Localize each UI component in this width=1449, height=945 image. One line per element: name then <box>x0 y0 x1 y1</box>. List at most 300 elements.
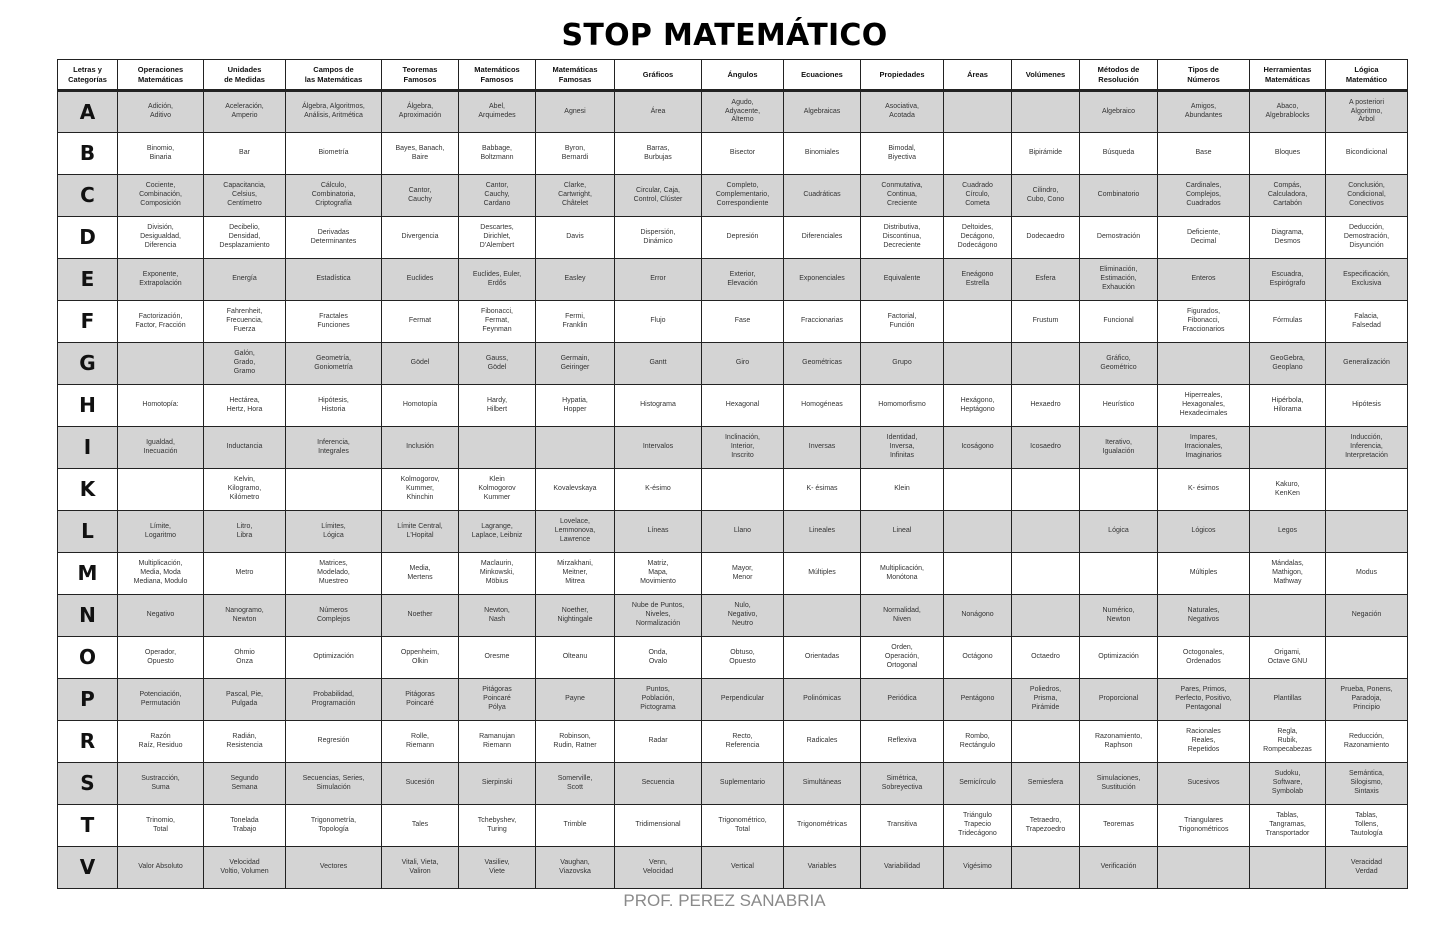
table-cell: Cardinales, Complejos, Cuadrados <box>1158 175 1250 217</box>
table-cell: Exponente, Extrapolación <box>118 259 204 301</box>
table-cell: Nulo, Negativo, Neutro <box>702 595 784 637</box>
table-cell: GeoGebra, Geoplano <box>1250 343 1326 385</box>
table-cell: Octaedro <box>1012 637 1080 679</box>
table-cell: Conmutativa, Continua, Creciente <box>861 175 944 217</box>
table-cell: Generalización <box>1326 343 1408 385</box>
table-cell: Homomorfismo <box>861 385 944 427</box>
row-letter: D <box>58 217 118 259</box>
table-cell: Agnesi <box>536 91 615 133</box>
table-cell: Bar <box>204 133 286 175</box>
table-cell: Klein <box>861 469 944 511</box>
column-header: Ángulos <box>702 60 784 91</box>
table-cell: Ohmio Onza <box>204 637 286 679</box>
table-cell: Especificación, Exclusiva <box>1326 259 1408 301</box>
table-cell: Pitágoras Poincaré <box>382 679 459 721</box>
row-letter: F <box>58 301 118 343</box>
table-cell: División, Desigualdad, Diferencia <box>118 217 204 259</box>
table-cell: Barras, Burbujas <box>615 133 702 175</box>
table-cell: Tales <box>382 805 459 847</box>
table-cell: Circular, Caja, Control, Clúster <box>615 175 702 217</box>
table-cell: Polinómicas <box>784 679 861 721</box>
table-cell: Hipótesis <box>1326 385 1408 427</box>
row-letter: V <box>58 847 118 889</box>
table-cell: Transitiva <box>861 805 944 847</box>
table-cell: Vitali, Vieta, Valiron <box>382 847 459 889</box>
table-cell: Orden, Operación, Ortogonal <box>861 637 944 679</box>
table-cell: Media, Mertens <box>382 553 459 595</box>
table-cell: Factorización, Factor, Fracción <box>118 301 204 343</box>
table-cell: Agudo, Adyacente, Alterno <box>702 91 784 133</box>
table-row <box>58 469 1408 511</box>
table-cell: Geométricas <box>784 343 861 385</box>
table-cell: Radián, Resistencia <box>204 721 286 763</box>
table-cell: Rombo, Rectángulo <box>944 721 1012 763</box>
table-cell <box>1326 637 1408 679</box>
table-cell: Radicales <box>784 721 861 763</box>
table-cell: Optimización <box>1080 637 1158 679</box>
table-cell: Completo, Complementario, Correspondiente <box>702 175 784 217</box>
table-cell: Exponenciales <box>784 259 861 301</box>
table-cell: Vectores <box>286 847 382 889</box>
table-row <box>58 343 1408 385</box>
table-cell: Error <box>615 259 702 301</box>
table-cell: Álgebra, Algoritmos, Análisis, Aritmética <box>286 91 382 133</box>
table-cell: Razón Raíz, Residuo <box>118 721 204 763</box>
table-cell: Sustracción, Suma <box>118 763 204 805</box>
table-cell: Búsqueda <box>1080 133 1158 175</box>
column-header: Tipos de Números <box>1158 60 1250 91</box>
table-cell: Regla, Rubik, Rompecabezas <box>1250 721 1326 763</box>
table-cell: Klein Kolmogorov Kummer <box>459 469 536 511</box>
table-cell: Variabilidad <box>861 847 944 889</box>
table-row <box>58 511 1408 553</box>
column-header: Gráficos <box>615 60 702 91</box>
table-cell: K- ésimas <box>784 469 861 511</box>
table-row <box>58 427 1408 469</box>
table-cell: Eliminación, Estimación, Exhaución <box>1080 259 1158 301</box>
table-cell: Suplementario <box>702 763 784 805</box>
table-cell: Inclinación, Interior, Inscrito <box>702 427 784 469</box>
table-cell: Operador, Opuesto <box>118 637 204 679</box>
table-cell: Puntos, Población, Pictograma <box>615 679 702 721</box>
table-cell: Newton, Nash <box>459 595 536 637</box>
table-cell: Inductancia <box>204 427 286 469</box>
row-letter: B <box>58 133 118 175</box>
table-cell: Bloques <box>1250 133 1326 175</box>
table-cell: Estadística <box>286 259 382 301</box>
table-cell <box>1250 595 1326 637</box>
table-cell <box>944 511 1012 553</box>
row-letter: M <box>58 553 118 595</box>
table-cell: Abaco, Algebrablocks <box>1250 91 1326 133</box>
table-cell: Demostración <box>1080 217 1158 259</box>
table-cell: Metro <box>204 553 286 595</box>
table-cell: Compás, Calculadora, Cartabón <box>1250 175 1326 217</box>
table-cell: Nanogramo, Newton <box>204 595 286 637</box>
table-cell: Trigonométricas <box>784 805 861 847</box>
table-row <box>58 763 1408 805</box>
table-cell: Intervalos <box>615 427 702 469</box>
table-cell: Figurados, Fibonacci, Fraccionarios <box>1158 301 1250 343</box>
table-cell: Hexaedro <box>1012 385 1080 427</box>
table-cell <box>1158 343 1250 385</box>
table-cell: Llano <box>702 511 784 553</box>
table-cell: Tablas, Tangramas, Transportador <box>1250 805 1326 847</box>
table-cell: K-ésimo <box>615 469 702 511</box>
table-cell: Falacia, Falsedad <box>1326 301 1408 343</box>
row-letter: K <box>58 469 118 511</box>
table-cell: Fractales Funciones <box>286 301 382 343</box>
table-cell: Flujo <box>615 301 702 343</box>
table-cell: Distributiva, Discontinua, Decreciente <box>861 217 944 259</box>
table-cell: Identidad, Inversa, Infinitas <box>861 427 944 469</box>
table-cell: Límites, Lógica <box>286 511 382 553</box>
table-cell: Álgebra, Aproximación <box>382 91 459 133</box>
table-cell: Fórmulas <box>1250 301 1326 343</box>
table-cell: Biometría <box>286 133 382 175</box>
table-cell: Numérico, Newton <box>1080 595 1158 637</box>
table-cell: Reflexiva <box>861 721 944 763</box>
table-cell: Lineal <box>861 511 944 553</box>
table-cell: Octágono <box>944 637 1012 679</box>
table-cell: Byron, Bernardi <box>536 133 615 175</box>
table-cell: Pascal, Pie, Pulgada <box>204 679 286 721</box>
table-body <box>58 91 1408 889</box>
table-cell <box>1012 343 1080 385</box>
table-cell: Binomio, Binaria <box>118 133 204 175</box>
table-cell <box>1080 553 1158 595</box>
table-cell <box>1012 91 1080 133</box>
table-cell: Diferenciales <box>784 217 861 259</box>
table-cell: Negativo <box>118 595 204 637</box>
table-cell: Sucesivos <box>1158 763 1250 805</box>
table-cell: Base <box>1158 133 1250 175</box>
table-cell: Triangulares Trigonométricos <box>1158 805 1250 847</box>
table-cell: Euclides <box>382 259 459 301</box>
table-cell <box>1012 553 1080 595</box>
table-cell: Poliedros, Prisma, Pirámide <box>1012 679 1080 721</box>
column-header: Ecuaciones <box>784 60 861 91</box>
table-cell: Vigésimo <box>944 847 1012 889</box>
table-cell: Algebraicas <box>784 91 861 133</box>
row-letter: C <box>58 175 118 217</box>
column-header: Volúmenes <box>1012 60 1080 91</box>
table-cell: Vasiliev, Viete <box>459 847 536 889</box>
table-cell: Deducción, Demostración, Disyunción <box>1326 217 1408 259</box>
table-cell: Dispersión, Dinámico <box>615 217 702 259</box>
column-header: Letras y Categorías <box>58 60 118 91</box>
table-cell: Esfera <box>1012 259 1080 301</box>
table-cell: Pentágono <box>944 679 1012 721</box>
table-cell: Dodecaedro <box>1012 217 1080 259</box>
table-cell: Olteanu <box>536 637 615 679</box>
table-cell: Cilindro, Cubo, Cono <box>1012 175 1080 217</box>
table-cell: Origami, Octave GNU <box>1250 637 1326 679</box>
table-cell: Eneágono Estrella <box>944 259 1012 301</box>
row-letter: R <box>58 721 118 763</box>
table-cell: Equivalente <box>861 259 944 301</box>
table-cell: Sucesión <box>382 763 459 805</box>
table-cell: Hardy, Hilbert <box>459 385 536 427</box>
table-cell: Matrices, Modelado, Muestreo <box>286 553 382 595</box>
table-cell <box>784 595 861 637</box>
table-cell: Heurístico <box>1080 385 1158 427</box>
table-cell: Impares, Irracionales, Imaginarios <box>1158 427 1250 469</box>
table-cell: Adición, Aditivo <box>118 91 204 133</box>
table-cell: Frustum <box>1012 301 1080 343</box>
table-cell: Asociativa, Acotada <box>861 91 944 133</box>
table-cell: Icosaedro <box>1012 427 1080 469</box>
table-cell: Obtuso, Opuesto <box>702 637 784 679</box>
table-cell: Plantillas <box>1250 679 1326 721</box>
table-cell: Davis <box>536 217 615 259</box>
table-cell <box>118 469 204 511</box>
table-cell: Aceleración, Amperio <box>204 91 286 133</box>
table-cell: Germain, Geiringer <box>536 343 615 385</box>
table-cell <box>944 301 1012 343</box>
table-cell: Hipérbola, Hilorama <box>1250 385 1326 427</box>
table-cell: Inducción, Inferencia, Interpretación <box>1326 427 1408 469</box>
table-cell: Naturales, Negativos <box>1158 595 1250 637</box>
table-cell: Payne <box>536 679 615 721</box>
table-cell: Cociente, Combinación, Composición <box>118 175 204 217</box>
table-cell <box>1012 469 1080 511</box>
table-cell: Prueba, Ponens, Paradoja, Principio <box>1326 679 1408 721</box>
table-cell <box>1158 847 1250 889</box>
column-header: Lógica Matemático <box>1326 60 1408 91</box>
table-cell <box>1326 469 1408 511</box>
table-cell: Somerville, Scott <box>536 763 615 805</box>
table-cell: Ramanujan Riemann <box>459 721 536 763</box>
table-cell: Exterior, Elevación <box>702 259 784 301</box>
table-cell: Cálculo, Combinatoria, Criptografía <box>286 175 382 217</box>
table-cell: Geometría, Goniometría <box>286 343 382 385</box>
table-cell: Negación <box>1326 595 1408 637</box>
table-cell: Cuadrado Círculo, Cometa <box>944 175 1012 217</box>
row-letter: H <box>58 385 118 427</box>
table-cell: Tchebyshev, Turing <box>459 805 536 847</box>
table-cell: Deficiente, Decimal <box>1158 217 1250 259</box>
table-cell: Babbage, Boltzmann <box>459 133 536 175</box>
table-cell: Clarke, Cartwright, Châtelet <box>536 175 615 217</box>
table-cell <box>1326 511 1408 553</box>
table-cell: Lovelace, Lemmonova, Lawrence <box>536 511 615 553</box>
table-cell: Matriz, Mapa, Movimiento <box>615 553 702 595</box>
table-cell: Trigonométrico, Total <box>702 805 784 847</box>
table-cell: Lógica <box>1080 511 1158 553</box>
table-cell: Sudoku, Software, Symbolab <box>1250 763 1326 805</box>
table-cell: Gödel <box>382 343 459 385</box>
table-cell: Fraccionarias <box>784 301 861 343</box>
table-row <box>58 217 1408 259</box>
table-cell <box>536 427 615 469</box>
table-cell: Cantor, Cauchy <box>382 175 459 217</box>
table-cell: Vertical <box>702 847 784 889</box>
row-letter: N <box>58 595 118 637</box>
table-cell: Descartes, Dirichlet, D'Alembert <box>459 217 536 259</box>
header-row <box>58 60 1408 91</box>
table-cell: Venn, Velocidad <box>615 847 702 889</box>
table-cell: Fermat <box>382 301 459 343</box>
row-letter: P <box>58 679 118 721</box>
table-cell: Valor Absoluto <box>118 847 204 889</box>
row-letter: A <box>58 91 118 133</box>
table-cell: Mirzakhani, Meitner, Mitrea <box>536 553 615 595</box>
table-cell: Mándalas, Mathigon, Mathway <box>1250 553 1326 595</box>
table-cell: Regresión <box>286 721 382 763</box>
table-cell: Octogonales, Ordenados <box>1158 637 1250 679</box>
footer-credit: PROF. PEREZ SANABRIA <box>623 891 826 910</box>
table-cell: Gauss, Gödel <box>459 343 536 385</box>
table-cell: Oppenheim, Olkin <box>382 637 459 679</box>
table-cell: Amigos, Abundantes <box>1158 91 1250 133</box>
table-row <box>58 301 1408 343</box>
table-cell: Lineales <box>784 511 861 553</box>
table-cell: Escuadra, Espirógrafo <box>1250 259 1326 301</box>
table-cell: Binomiales <box>784 133 861 175</box>
table-cell: A posteriori Algoritmo, Árbol <box>1326 91 1408 133</box>
page-title: STOP MATEMÁTICO <box>561 18 888 53</box>
table-cell: Inversas <box>784 427 861 469</box>
table-cell: Pitágoras Poincaré Pólya <box>459 679 536 721</box>
table-cell: Secuencias, Series, Simulación <box>286 763 382 805</box>
table-cell <box>1012 847 1080 889</box>
table-cell <box>944 91 1012 133</box>
table-cell <box>1080 469 1158 511</box>
table-cell: Bimodal, Biyectiva <box>861 133 944 175</box>
table-cell: Tetraedro, Trapezoedro <box>1012 805 1080 847</box>
table-cell: Homogéneas <box>784 385 861 427</box>
table-cell: Multiplicación, Monótona <box>861 553 944 595</box>
table-cell: Trimble <box>536 805 615 847</box>
table-cell: Recto, Referencia <box>702 721 784 763</box>
table-cell: Capacitancia, Celsius, Centímetro <box>204 175 286 217</box>
table-cell: Límite Central, L'Hopital <box>382 511 459 553</box>
table-cell: Razonamiento, Raphson <box>1080 721 1158 763</box>
table-cell: Oresme <box>459 637 536 679</box>
table-cell: Cantor, Cauchy, Cardano <box>459 175 536 217</box>
table-cell <box>944 553 1012 595</box>
column-header: Matemáticas Famosas <box>536 60 615 91</box>
table-cell: Números Complejos <box>286 595 382 637</box>
table-cell: Secuencia <box>615 763 702 805</box>
table-cell: Funcional <box>1080 301 1158 343</box>
table-cell: Modus <box>1326 553 1408 595</box>
row-letter: L <box>58 511 118 553</box>
table-cell <box>702 469 784 511</box>
table-cell: Gráfico, Geométrico <box>1080 343 1158 385</box>
table-cell <box>118 343 204 385</box>
table-row <box>58 385 1408 427</box>
table-cell: Kolmogorov, Kummer, Khinchin <box>382 469 459 511</box>
table-row <box>58 595 1408 637</box>
table-cell: Triángulo Trapecio Tridecágono <box>944 805 1012 847</box>
table-cell: Velocidad Voltio, Volumen <box>204 847 286 889</box>
table-cell: Líneas <box>615 511 702 553</box>
table-cell: Periódica <box>861 679 944 721</box>
table-cell: Iterativo, Igualación <box>1080 427 1158 469</box>
table-cell: Rolle, Riemann <box>382 721 459 763</box>
table-cell: Bicondicional <box>1326 133 1408 175</box>
table-cell: Enteros <box>1158 259 1250 301</box>
table-cell: Decibelio, Densidad, Desplazamiento <box>204 217 286 259</box>
table-cell: Área <box>615 91 702 133</box>
table-cell: Orientadas <box>784 637 861 679</box>
table-cell: Factorial, Función <box>861 301 944 343</box>
table-cell: Radar <box>615 721 702 763</box>
table-cell: Semántica, Silogismo, Sintaxis <box>1326 763 1408 805</box>
table-cell: Bayes, Banach, Baire <box>382 133 459 175</box>
table-cell: Normalidad, Niven <box>861 595 944 637</box>
table-cell: Reducción, Razonamiento <box>1326 721 1408 763</box>
table-cell: Hipótesis, Historia <box>286 385 382 427</box>
table-cell: Depresión <box>702 217 784 259</box>
row-letter: S <box>58 763 118 805</box>
table-cell: Divergencia <box>382 217 459 259</box>
column-header: Campos de las Matemáticas <box>286 60 382 91</box>
table-cell: Fahrenheit, Frecuencia, Fuerza <box>204 301 286 343</box>
table-cell: Nube de Puntos, Niveles, Normalización <box>615 595 702 637</box>
row-letter: I <box>58 427 118 469</box>
table-cell <box>944 469 1012 511</box>
table-cell: Igualdad, Inecuación <box>118 427 204 469</box>
table-row <box>58 175 1408 217</box>
table-row <box>58 679 1408 721</box>
table-cell: Onda, Ovalo <box>615 637 702 679</box>
table-cell: Cuadráticas <box>784 175 861 217</box>
table-row <box>58 721 1408 763</box>
table-cell: Perpendicular <box>702 679 784 721</box>
table-cell: Simultáneas <box>784 763 861 805</box>
table-cell: Energía <box>204 259 286 301</box>
table-cell: Robinson, Rudin, Ratner <box>536 721 615 763</box>
table-cell: Simulaciones, Sustitución <box>1080 763 1158 805</box>
table-cell: Inferencia, Integrales <box>286 427 382 469</box>
column-header: Operaciones Matemáticas <box>118 60 204 91</box>
table-cell: Homotopía <box>382 385 459 427</box>
table-cell <box>1250 847 1326 889</box>
table-cell <box>459 427 536 469</box>
table-cell <box>286 469 382 511</box>
table-cell: Probabilidad, Programación <box>286 679 382 721</box>
table-cell: Trigonometría, Topología <box>286 805 382 847</box>
table-cell: Kovalevskaya <box>536 469 615 511</box>
table-cell: Deltoides, Decágono, Dodecágono <box>944 217 1012 259</box>
table-cell: Segundo Semana <box>204 763 286 805</box>
table-cell: Mayor, Menor <box>702 553 784 595</box>
table-cell: Grupo <box>861 343 944 385</box>
table-row <box>58 91 1408 133</box>
table-cell: Optimización <box>286 637 382 679</box>
table-cell: Galón, Grado, Gramo <box>204 343 286 385</box>
table-cell <box>1012 511 1080 553</box>
table-cell: Hexagonal <box>702 385 784 427</box>
table-cell: Hypatia, Hopper <box>536 385 615 427</box>
table-row <box>58 847 1408 889</box>
table-cell: Racionales Reales, Repetidos <box>1158 721 1250 763</box>
stop-table <box>57 59 1408 889</box>
table-cell: Variables <box>784 847 861 889</box>
table-cell: Bipirámide <box>1012 133 1080 175</box>
table-cell: Inclusión <box>382 427 459 469</box>
table-cell: Potenciación, Permutación <box>118 679 204 721</box>
table-cell: Derivadas Determinantes <box>286 217 382 259</box>
table-cell: Noether, Nightingale <box>536 595 615 637</box>
table-row <box>58 133 1408 175</box>
table-row <box>58 805 1408 847</box>
table-cell: Bisector <box>702 133 784 175</box>
table-cell: Semiesfera <box>1012 763 1080 805</box>
